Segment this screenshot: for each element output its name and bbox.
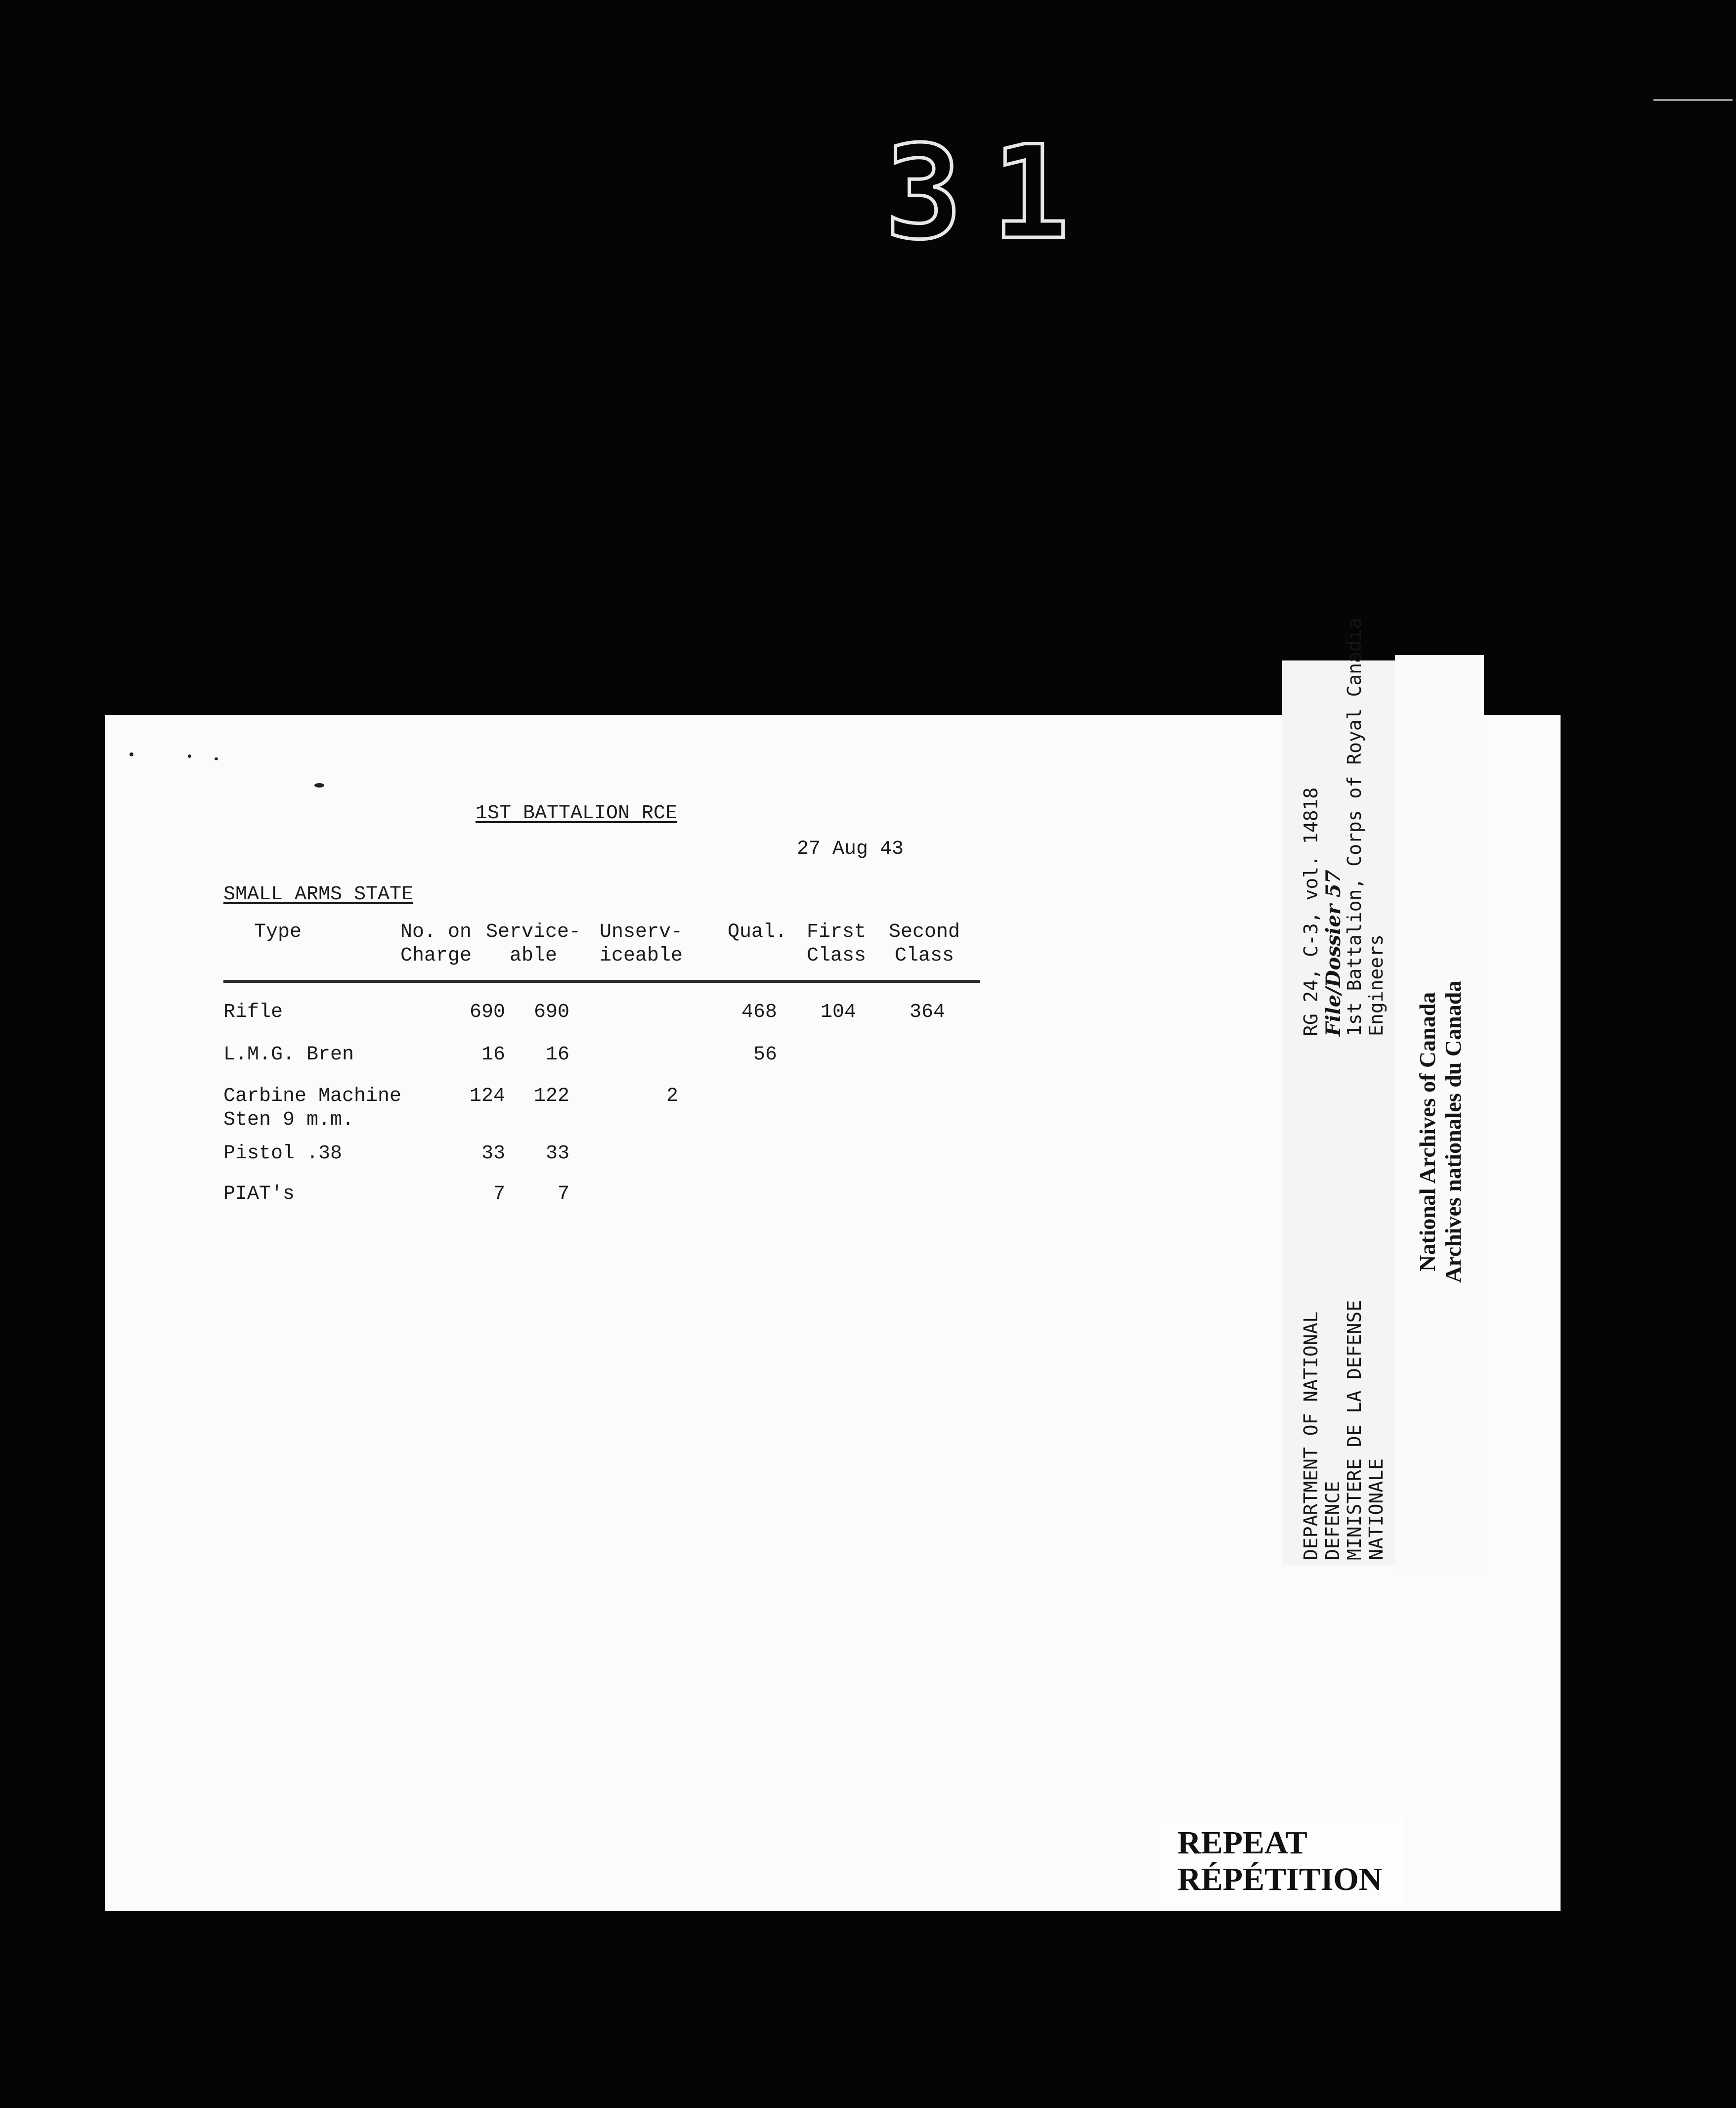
row-on-charge: 33 bbox=[481, 1142, 505, 1165]
stamp-line-repeat: REPEAT bbox=[1177, 1825, 1307, 1861]
unit-title: 1ST BATTALION RCE bbox=[476, 802, 678, 825]
row-serviceable: 690 bbox=[533, 1001, 569, 1023]
row-unserviceable: 2 bbox=[666, 1085, 678, 1107]
row-serviceable: 33 bbox=[545, 1142, 569, 1165]
row-qual: 56 bbox=[753, 1044, 777, 1066]
row-second-class: 364 bbox=[909, 1001, 945, 1023]
column-header-on-charge: No. on Charge bbox=[400, 921, 472, 967]
row-first-class: 104 bbox=[820, 1001, 856, 1023]
column-header-first-class: First Class bbox=[806, 921, 867, 967]
file-dossier-number: File/Dossier 57 bbox=[1322, 870, 1345, 1036]
row-on-charge: 124 bbox=[469, 1085, 505, 1107]
dust-speck bbox=[188, 754, 191, 758]
row-type: L.M.G. Bren bbox=[223, 1044, 354, 1066]
document-date: 27 Aug 43 bbox=[797, 838, 904, 860]
dust-speck bbox=[215, 757, 218, 760]
stamp-line-repetition: RÉPÉTITION bbox=[1177, 1861, 1383, 1897]
row-on-charge: 16 bbox=[481, 1044, 505, 1066]
top-edge-mark bbox=[1653, 99, 1733, 101]
row-qual: 468 bbox=[741, 1001, 777, 1023]
row-serviceable: 16 bbox=[545, 1044, 569, 1066]
row-type: PIAT's bbox=[223, 1183, 295, 1205]
header-rule bbox=[223, 980, 980, 983]
column-header-serviceable: Service- able bbox=[485, 921, 581, 967]
column-header-type: Type bbox=[254, 921, 302, 943]
row-type: Carbine Machine Sten 9 m.m. bbox=[223, 1085, 402, 1131]
archive-label bbox=[1282, 617, 1406, 1565]
row-type: Rifle bbox=[223, 1001, 283, 1023]
column-header-second-class: Second Class bbox=[888, 921, 960, 967]
row-type: Pistol .38 bbox=[223, 1142, 343, 1165]
dust-speck bbox=[130, 752, 133, 756]
dust-speck bbox=[314, 783, 324, 788]
row-serviceable: 7 bbox=[557, 1183, 569, 1205]
row-on-charge: 690 bbox=[469, 1001, 505, 1023]
department-text: DEPARTMENT OF NATIONAL DEFENCE MINISTERE DE LA DEFENSE NATIONALE bbox=[1300, 1300, 1387, 1560]
record-description: 1st Battalion, Corps of Royal Canadia Engineers bbox=[1344, 617, 1387, 1036]
record-group-reference: RG 24, C-3, vol. 14818 bbox=[1300, 787, 1322, 1036]
row-serviceable: 122 bbox=[533, 1085, 569, 1107]
archives-name: National Archives of Canada Archives nationales du Canada bbox=[1415, 980, 1466, 1283]
section-heading: SMALL ARMS STATE bbox=[223, 883, 414, 906]
repeat-stamp bbox=[1159, 1817, 1403, 1906]
frame-number: 31 bbox=[885, 119, 1099, 268]
archives-name-tab bbox=[1395, 655, 1484, 1575]
row-on-charge: 7 bbox=[493, 1183, 505, 1205]
column-header-qual: Qual. bbox=[727, 921, 787, 943]
column-header-unserviceable: Unserv- iceable bbox=[599, 921, 683, 967]
